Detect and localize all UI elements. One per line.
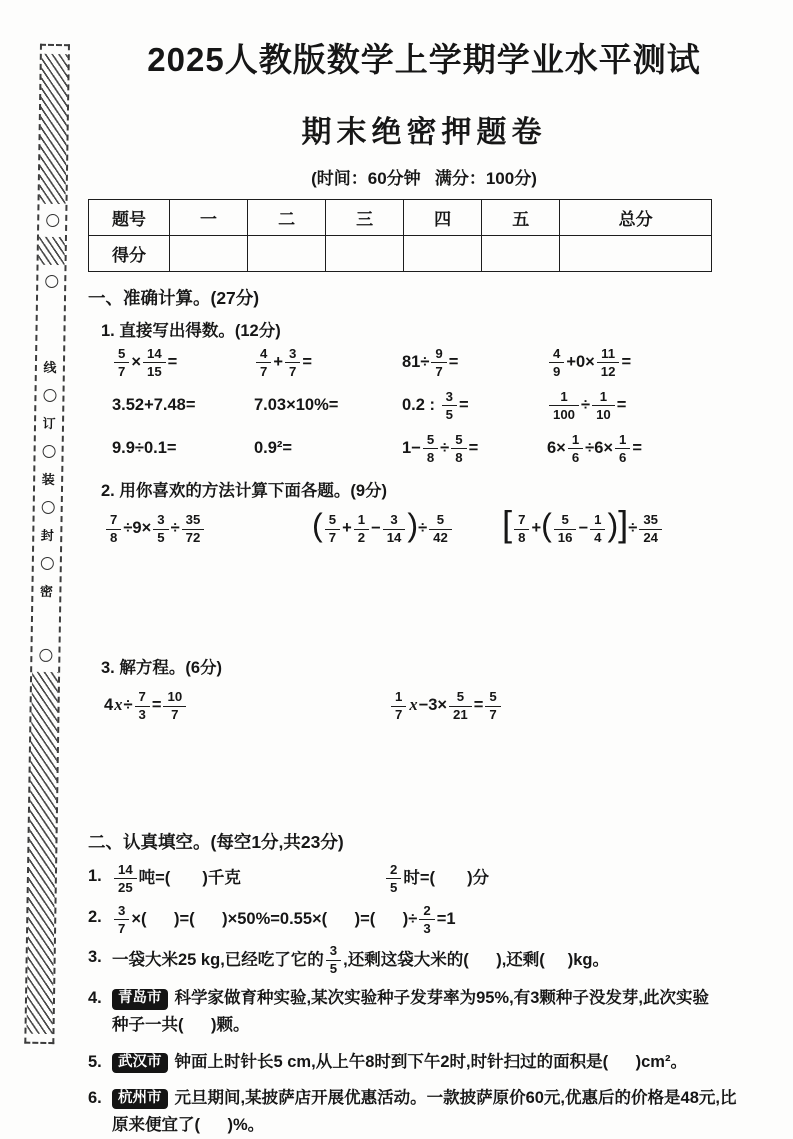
score-empty-cell bbox=[326, 236, 404, 272]
calc-row bbox=[88, 384, 760, 427]
calc-expression: $\frac{5}{7}$ × $\frac{14}{15}$ = bbox=[112, 347, 254, 379]
q3-heading: 3. 解方程。(6分) bbox=[101, 659, 223, 677]
item-number: 4. bbox=[88, 989, 102, 1008]
fill-body bbox=[112, 985, 760, 1039]
calc-row bbox=[88, 503, 760, 555]
seal-binding-strip bbox=[24, 44, 70, 1044]
calc-expression: $\frac{4}{7}$ + $\frac{3}{7}$ = bbox=[254, 347, 402, 379]
fill-item-1 bbox=[88, 863, 760, 895]
score-header-cell: 三 bbox=[326, 200, 404, 236]
calc-expression: 1− $\frac{5}{8}$ ÷ $\frac{5}{8}$ = bbox=[402, 431, 479, 465]
fill-blank-text: $\frac{2}{5}$ 时=( )分 bbox=[384, 863, 489, 895]
item-number: 2. bbox=[88, 907, 102, 926]
score-table-score-row bbox=[89, 236, 712, 272]
calc-expression: 81÷ $\frac{9}{7}$ = bbox=[402, 345, 459, 379]
score-empty-cell bbox=[560, 236, 712, 272]
calc-expression: ( $\frac{5}{7}$ + $\frac{1}{2}$ − $\frac{3}{14}$ )÷ $\frac{5}{42}$ bbox=[312, 513, 502, 545]
fill-blank-text: $\frac{14}{25}$ 吨=( )千克 bbox=[112, 863, 384, 895]
seal-char: 订 bbox=[42, 415, 56, 432]
fill-blank-text: $\frac{3}{7}$ ×( )=( )×50%=0.55×( )=( )÷ $\frac{2}{3}$ =1 bbox=[112, 910, 456, 928]
section2-heading: 二、认真填空。(每空1分,共23分) bbox=[88, 832, 344, 852]
item-number: 1. bbox=[88, 867, 102, 885]
city-badge: 青岛市 bbox=[112, 989, 168, 1009]
item-number: 5. bbox=[88, 1052, 102, 1071]
hatch-pattern bbox=[39, 54, 67, 204]
score-header-cell: 二 bbox=[248, 200, 326, 236]
item-number: 3. bbox=[88, 948, 102, 967]
item-number: 6. bbox=[88, 1088, 102, 1107]
score-header-cell: 四 bbox=[404, 200, 482, 236]
seal-char: 线 bbox=[43, 359, 57, 376]
calc-expression: 3.52+7.48= bbox=[112, 396, 196, 414]
fill-item-4 bbox=[88, 985, 760, 1039]
calc-expression: $\frac{1}{100}$ ÷ $\frac{1}{10}$ = bbox=[547, 390, 760, 422]
fill-body bbox=[112, 904, 760, 936]
seal-gap bbox=[46, 603, 47, 639]
seal-circle bbox=[39, 649, 52, 662]
equation-expression: 4x÷ $\frac{7}{3}$ = $\frac{10}{7}$ bbox=[104, 690, 389, 722]
fill-blank-text: 种子一共( )颗。 bbox=[112, 1016, 250, 1035]
page-subtitle: 期末绝密押题卷 bbox=[301, 116, 547, 149]
page-title: 2025人教版数学上学期学业水平测试 bbox=[147, 41, 701, 78]
fill-body bbox=[112, 863, 760, 895]
q2-heading: 2. 用你喜欢的方法计算下面各题。(9分) bbox=[101, 482, 388, 500]
q1-heading: 1. 直接写出得数。(12分) bbox=[101, 322, 281, 340]
fill-line bbox=[112, 1085, 760, 1112]
score-header-cell: 总分 bbox=[560, 200, 712, 236]
calc-expression: 7.03×10%= bbox=[254, 396, 339, 414]
section1-heading: 一、准确计算。(27分) bbox=[88, 288, 260, 308]
seal-circle bbox=[45, 275, 58, 288]
equation-expression: $\frac{1}{7}$ x−3× $\frac{5}{21}$ = $\frac{5}{7}$ bbox=[389, 690, 760, 722]
calc-expression: 0.9²= bbox=[254, 439, 293, 457]
score-empty-cell bbox=[170, 236, 248, 272]
hatch-pattern bbox=[39, 237, 65, 265]
fill-blank-text: 原来便宜了( )%。 bbox=[112, 1116, 265, 1135]
fill-blank-text: 一袋大米25 kg,已经吃了它的 $\frac{3}{5}$ ,还剩这袋大米的( ),还剩( )kg。 bbox=[112, 943, 609, 977]
score-row-label: 得分 bbox=[89, 236, 170, 272]
fill-line bbox=[112, 985, 760, 1012]
city-badge: 武汉市 bbox=[112, 1053, 168, 1073]
score-empty-cell bbox=[404, 236, 482, 272]
score-table bbox=[88, 199, 712, 272]
score-empty-cell bbox=[482, 236, 560, 272]
hatch-pattern bbox=[26, 672, 58, 1034]
seal-circle bbox=[46, 214, 59, 227]
fill-blank-text: 元旦期间,某披萨店开展优惠活动。一款披萨原价60元,优惠后的价格是48元,比 bbox=[174, 1088, 737, 1107]
calc-expression: $\frac{4}{9}$ +0× $\frac{11}{12}$ = bbox=[547, 347, 760, 379]
equation-row bbox=[88, 680, 760, 732]
work-space bbox=[88, 555, 760, 647]
seal-circle bbox=[41, 501, 54, 514]
work-space bbox=[88, 732, 760, 816]
calc-row bbox=[88, 341, 760, 384]
seal-circle bbox=[40, 557, 53, 570]
score-header-cell: 一 bbox=[170, 200, 248, 236]
fill-item-5 bbox=[88, 1049, 760, 1076]
score-empty-cell bbox=[248, 236, 326, 272]
fill-blank-text: 科学家做育种实验,某次实验种子发芽率为95%,有3颗种子没发芽,此次实验 bbox=[174, 989, 709, 1008]
calc-expression: 9.9÷0.1= bbox=[112, 439, 177, 457]
exam-paper-page bbox=[88, 34, 760, 1139]
calc-expression: 0.2 : $\frac{3}{5}$ = bbox=[402, 388, 469, 422]
seal-gap bbox=[50, 298, 51, 356]
exam-info: (时间：60分钟 满分：100分) bbox=[311, 169, 537, 188]
seal-circle bbox=[43, 389, 56, 402]
fill-body bbox=[112, 944, 760, 976]
score-table-header-row bbox=[89, 200, 712, 236]
city-badge: 杭州市 bbox=[112, 1089, 168, 1109]
score-header-cell: 五 bbox=[482, 200, 560, 236]
calc-expression: [ $\frac{7}{8}$ +( $\frac{5}{16}$ − $\frac{1}{4}$ )]÷ $\frac{35}{24}$ bbox=[502, 513, 760, 545]
calc-expression: 6× $\frac{1}{6}$ ÷6× $\frac{1}{6}$ = bbox=[547, 431, 643, 465]
fill-body bbox=[112, 1049, 760, 1076]
seal-circle bbox=[42, 445, 55, 458]
fill-item-2 bbox=[88, 904, 760, 936]
calc-row bbox=[88, 427, 760, 470]
seal-char: 封 bbox=[40, 527, 54, 544]
fill-item-6 bbox=[88, 1085, 760, 1139]
score-header-cell: 题号 bbox=[89, 200, 170, 236]
seal-char: 装 bbox=[41, 471, 55, 488]
seal-char: 密 bbox=[39, 583, 54, 600]
fill-line bbox=[112, 1049, 760, 1076]
fill-blank-text: 钟面上时针长5 cm,从上午8时到下午2时,时针扫过的面积是( )cm²。 bbox=[174, 1052, 687, 1071]
calc-expression: $\frac{7}{8}$ ÷9× $\frac{3}{5}$ ÷ $\frac{35}{72}$ bbox=[104, 513, 312, 545]
fill-item-3 bbox=[88, 944, 760, 976]
fill-body bbox=[112, 1085, 760, 1139]
